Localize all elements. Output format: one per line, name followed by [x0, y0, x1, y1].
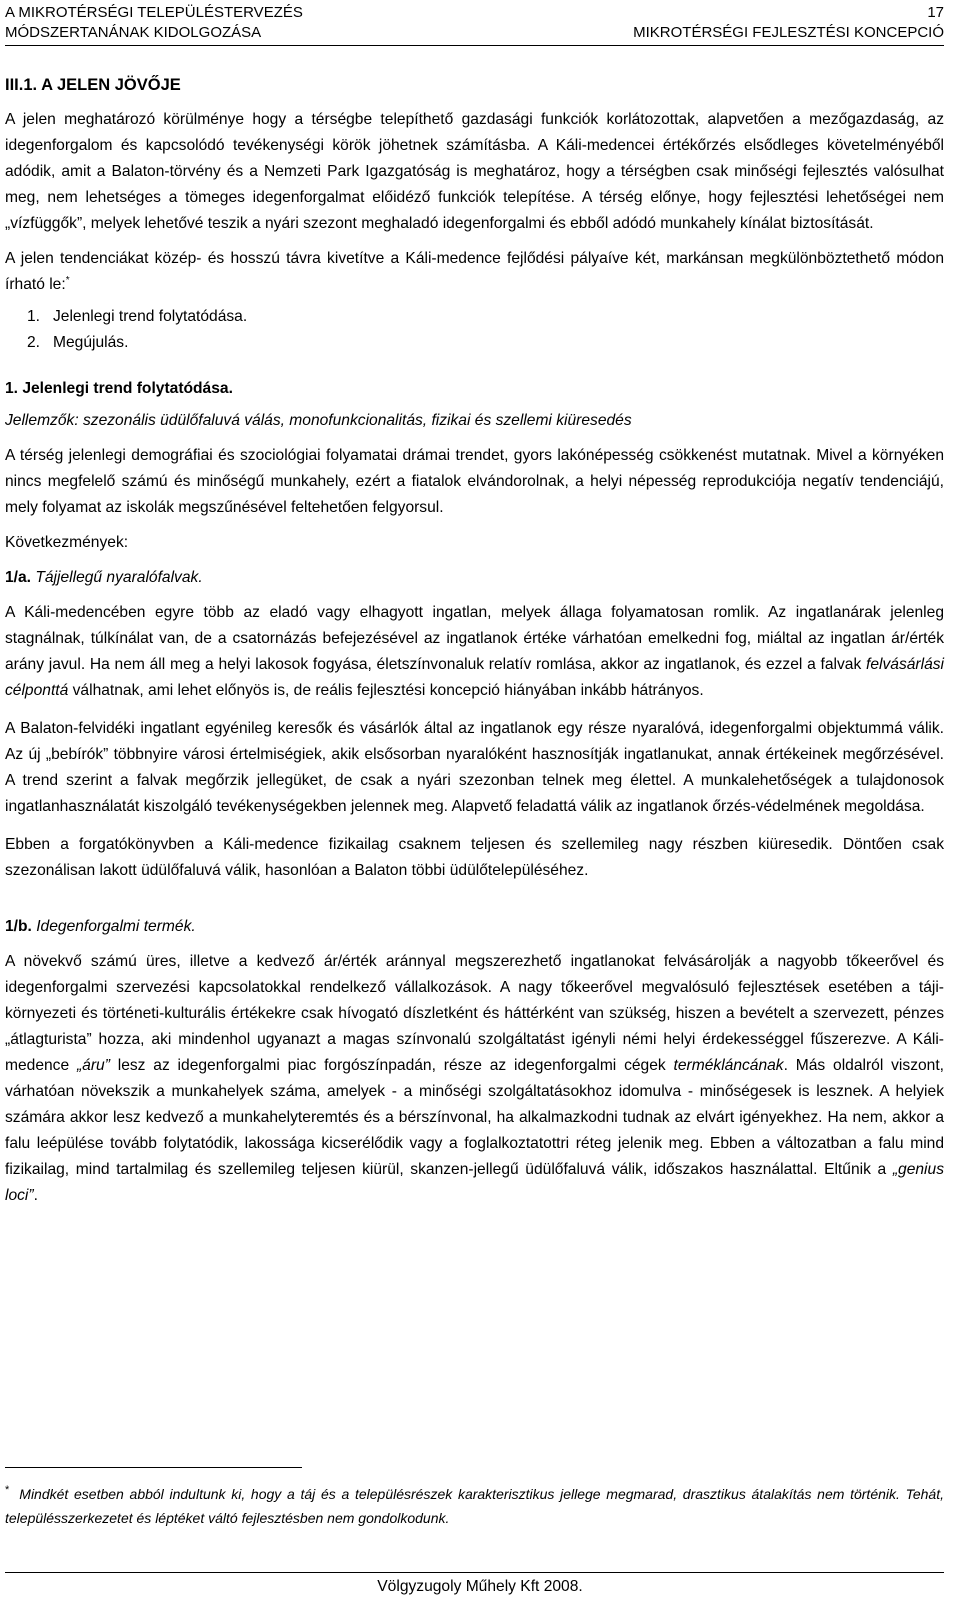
consequences-label: Következmények: — [5, 534, 129, 551]
header-left-line1: A MIKROTÉRSÉGI TELEPÜLÉSTERVEZÉS — [5, 4, 303, 21]
subsection-1a-paragraph1 — [5, 600, 944, 704]
p1b-text-d: . — [33, 1187, 38, 1204]
header-divider — [5, 45, 944, 46]
demography-paragraph: A térség jelenlegi demográfiai és szociológiai folyamatai drámai trendet, gyors lakónépesség csökkenést mutatnak. Mivel a környéken nincs megfelelő számú és minőségű munkahely, ezért a fiatalok elvándorolnak, a helyi népesség reprodukciója negatív tendenciájú, mely folyamat az iskolák megszűnésével feltehetően felgyorsul. — [5, 447, 944, 516]
subsection-1a-heading — [5, 565, 944, 591]
characteristics-line — [5, 408, 944, 434]
subsection-1b-heading — [5, 914, 944, 940]
page-number: 17 — [927, 4, 944, 21]
subsection-1b-number: 1/b. — [5, 918, 32, 935]
subsection-1b-title: Idegenforgalmi termék. — [36, 918, 196, 935]
p1a-text: A Káli-medencében egyre több az eladó vagy elhagyott ingatlan, melyek állaga folyamatosan romlik. Az ingatlanárak jelenleg stagnálnak, túlkínálat van, de a csatornázás befejezésével az ingatlanok értéke várhatóan emelkedni fog, miáltal az ingatlan ár/érték arány javul. Ha nem áll meg a helyi lakosok fogyása, életszínvonaluk relatív romlása, akkor az ingatlanok, és ezzel a falvak — [5, 604, 944, 673]
page-header — [5, 3, 944, 43]
p1b-emphasis-termeklanc: termékláncának — [673, 1057, 784, 1074]
section-title: III.1. A JELEN JÖVŐJE — [5, 76, 181, 94]
trend-text: A jelen tendenciákat közép- és hosszú távra kivetítve a Káli-medence fejlődési pályaíve két, markánsan megkülönböztethető módon írható le: — [5, 250, 944, 293]
list-item-text: Jelenlegi trend folytatódása. — [53, 308, 248, 325]
subsection-1a-number: 1/a. — [5, 569, 32, 586]
trend-paragraph — [5, 246, 944, 298]
characteristics-text: Jellemzők: szezonális üdülőfaluvá válás, monofunkcionalitás, fizikai és szellemi kiüresedés — [5, 412, 632, 429]
list-item-number: 1. — [27, 308, 41, 325]
page-body — [5, 68, 944, 1209]
intro-paragraph — [5, 107, 944, 237]
subsection-1b-paragraph — [5, 949, 944, 1209]
subsection-1a-title: Tájjellegű nyaralófalvak. — [35, 569, 203, 586]
p1a-text-end: válhatnak, ami lehet előnyös is, de reális fejlesztési koncepció hiányában inkább hátrányos. — [68, 682, 704, 699]
footnote-mark: * — [5, 1484, 10, 1497]
p1a-emphasis: felvásárlási célponttá — [5, 656, 944, 699]
p1b-text-c: . Más oldalról viszont, várhatóan növekszik a munkahelyek száma, amelyek - a minőségi szolgáltatásokhoz idomulva - minőségesek is lesznek. A helyiek számára akkor lesz kedvező a munkahelyteremtés és a bérszínvonal, ha alkalmazkodni tudnak az elvárt igényekhez. Ha nem, akkor a falu leépülése tovább folytatódik, lakossága kicserélődik vagy a foglalkoztatottri réteg jelenik meg. Ebben a változatban a falu mind fizikailag, mind tartalmilag és szellemileg teljesen kiürül, skanzen-jellegű üdülőfaluvá válik, időszakos használattal. Eltűnik a — [5, 1057, 944, 1178]
p1b-text-a: A növekvő számú üres, illetve a kedvező ár/érték aránnyal megszerezhető ingatlanokat felvásárolják a nagyobb tőkeerővel és idegenforgalmi szervezési kapcsolatokkal rendelkező vállalkozások. A nagy tőkeerővel megvalósuló fejlesztések esetében a táji-környezeti és történeti-kulturális értékekre csak hívogató díszletként és háttérként van szükség, hiszen a bevételt a szervezett, pénzes „átlagturista” hozza, aki mindenhol ugyanazt a magas színvonalú szolgáltatást igényli némi helyi érdekességgel fűszerezve. A Káli-medence — [5, 953, 944, 1074]
footnote-reference[interactable]: * — [65, 274, 70, 286]
list-item-text: Megújulás. — [53, 334, 129, 351]
footnote — [5, 1482, 944, 1530]
subsection-heading: 1. Jelenlegi trend folytatódása. — [5, 380, 233, 397]
list-item — [27, 304, 944, 330]
subsection-1a-paragraph2: A Balaton-felvidéki ingatlant egyénileg keresők és vásárlók által az ingatlanok egy része nyaralóvá, idegenforgalmi objektummá válik. Az új „bebírók” többnyire városi értelmiségiek, akik elsősorban nyaralóként hasznosítják ingatlanukat, annak értékeinek megőrzésével. A trend szerint a falvak megőrzik jellegüket, de csak a nyári szezonban telnek meg élettel. A munkalehetőségek a tulajdonosok ingatlanhasználatát kiszolgáló tevékenységekben jelennek meg. Alapvető feladattá válik az ingatlanok őrzés-védelmének megoldása. — [5, 720, 944, 815]
intro-part2: A Káli-medencei értékőrzés elsődleges követelményéből adódik, amit a Balaton-törvény és a Nemzeti Park Igazgatóság is meghatároz, hogy a térségben csak minőségi fejlesztés valósulhat meg, nem lehetséges a tömeges idegenforgalmat előidéző funkciók telepítése. — [5, 137, 944, 206]
scenario-list — [5, 304, 944, 356]
list-item-number: 2. — [27, 334, 41, 351]
footer-divider — [5, 1572, 944, 1573]
header-left-line2: MÓDSZERTANÁNAK KIDOLGOZÁSA — [5, 24, 262, 41]
footnote-text: Mindkét esetben abból indultunk ki, hogy a táj és a településrészek karakterisztikus jellege megmarad, drasztikus átalakítás nem történik. Tehát, településszerkezetet és léptéket váltó fejlesztésben nem gondolkodunk. — [5, 1486, 944, 1526]
subsection-1a-paragraph3: Ebben a forgatókönyvben a Káli-medence fizikailag csaknem teljesen és szellemileg nagy részben kiüresedik. Döntően csak szezonálisan lakott üdülőfaluvá válik, hasonlóan a Balaton többi üdülőtelepüléséhez. — [5, 836, 944, 879]
list-item — [27, 330, 944, 356]
p1b-emphasis-genius-loci: „genius loci” — [5, 1161, 944, 1204]
intro-part1: A jelen meghatározó körülménye hogy a térségbe telepíthető gazdasági funkciók korlátozottak, alapvetően a mezőgazdaság, az idegenforgalom és kapcsolódó tevékenységi körök jöhetnek számításba. — [5, 111, 944, 154]
p1b-emphasis-aru: „áru” — [76, 1057, 110, 1074]
intro-part3: A térség előnye, hogy fejlesztési lehetőségei nem „vízfüggők”, melyek lehetővé teszik a nyári szezont meghaladó idegenforgalmi és ebből adódó munkahely kínálat biztosítását. — [5, 189, 944, 232]
p1b-text-b: lesz az idegenforgalmi piac forgószínpadán, része az idegenforgalmi cégek — [109, 1057, 674, 1074]
footnote-divider — [5, 1467, 302, 1468]
page-footer: Völgyzugoly Műhely Kft 2008. — [377, 1578, 583, 1595]
header-right-line2: MIKROTÉRSÉGI FEJLESZTÉSI KONCEPCIÓ — [633, 24, 944, 41]
